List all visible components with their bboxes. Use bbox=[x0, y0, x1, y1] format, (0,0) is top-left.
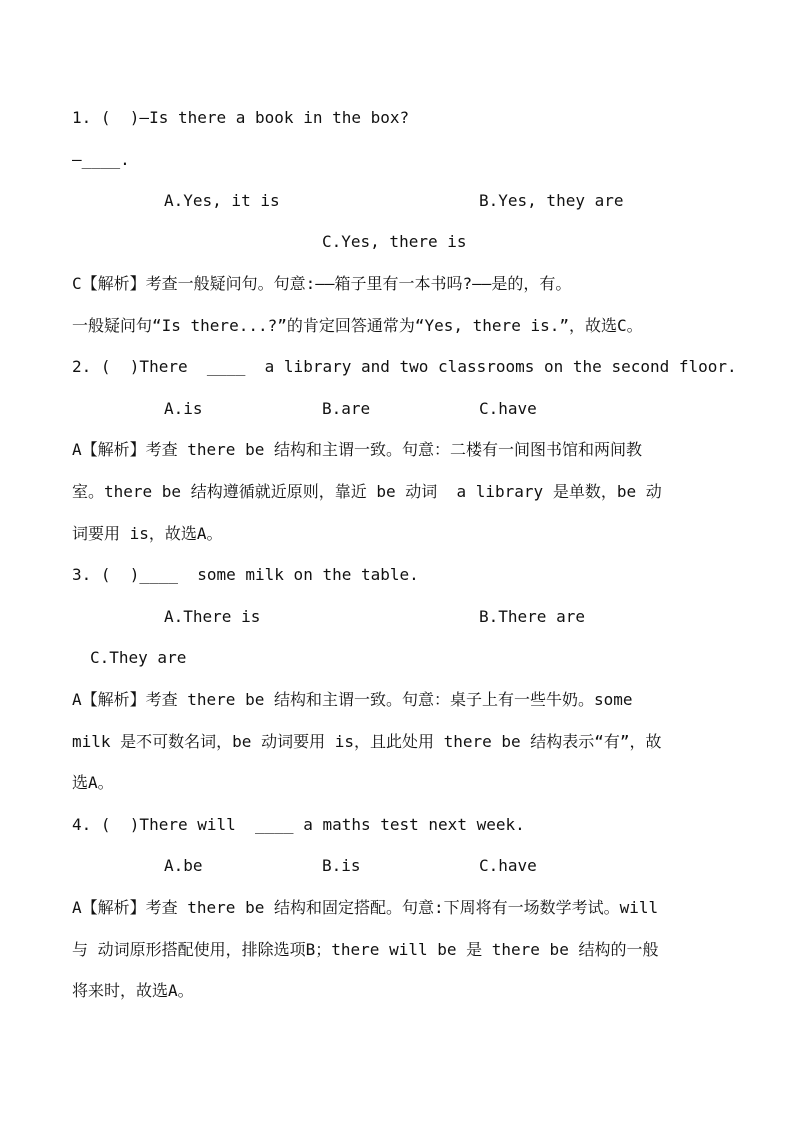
question-1-option-c: C.Yes, there is bbox=[322, 232, 467, 251]
question-1-stem: 1. ( )—Is there a book in the box? bbox=[72, 108, 410, 127]
question-4-explanation-line-2: 与 动词原形搭配使用，排除选项B；there will be 是 there be 结构的一般 bbox=[72, 940, 659, 959]
question-2-option-c: C.have bbox=[479, 399, 537, 418]
question-3-explanation-line-3: 选A。 bbox=[72, 773, 114, 792]
question-2-explanation-line-3: 词要用 is，故选A。 bbox=[72, 524, 223, 543]
question-3-option-b: B.There are bbox=[479, 607, 585, 626]
question-1-explanation-line-2: 一般疑问句“Is there...?”的肯定回答通常为“Yes, there is.”，故选C。 bbox=[72, 316, 643, 335]
question-2-option-a: A.is bbox=[164, 399, 203, 418]
question-4-option-b: B.is bbox=[322, 856, 361, 875]
question-1-option-b: B.Yes, they are bbox=[479, 191, 624, 210]
question-3-stem: 3. ( )____ some milk on the table. bbox=[72, 565, 419, 584]
question-3-explanation-line-2: milk 是不可数名词，be 动词要用 is，且此处用 there be 结构表示“有”，故 bbox=[72, 732, 662, 751]
question-1-option-a: A.Yes, it is bbox=[164, 191, 280, 210]
question-4-option-c: C.have bbox=[479, 856, 537, 875]
question-2-explanation-line-2: 室。there be 结构遵循就近原则，靠近 be 动词 a library 是单数，be 动 bbox=[72, 482, 662, 501]
question-4-stem: 4. ( )There will ____ a maths test next week. bbox=[72, 815, 525, 834]
question-2-stem: 2. ( )There ____ a library and two classrooms on the second floor. bbox=[72, 357, 737, 376]
question-4-option-a: A.be bbox=[164, 856, 203, 875]
question-3-option-c: C.They are bbox=[90, 648, 187, 667]
question-1-explanation-line-1: C【解析】考查一般疑问句。句意:——箱子里有一本书吗?——是的，有。 bbox=[72, 274, 572, 293]
question-4-explanation-line-1: A【解析】考查 there be 结构和固定搭配。句意:下周将有一场数学考试。will bbox=[72, 898, 659, 917]
question-1-answer-line: —____. bbox=[72, 150, 130, 169]
question-3-option-a: A.There is bbox=[164, 607, 261, 626]
question-2-option-b: B.are bbox=[322, 399, 371, 418]
question-2-explanation-line-1: A【解析】考查 there be 结构和主谓一致。句意：二楼有一间图书馆和两间教 bbox=[72, 440, 642, 459]
question-4-explanation-line-3: 将来时，故选A。 bbox=[72, 981, 194, 1000]
question-3-explanation-line-1: A【解析】考查 there be 结构和主谓一致。句意：桌子上有一些牛奶。some bbox=[72, 690, 633, 709]
